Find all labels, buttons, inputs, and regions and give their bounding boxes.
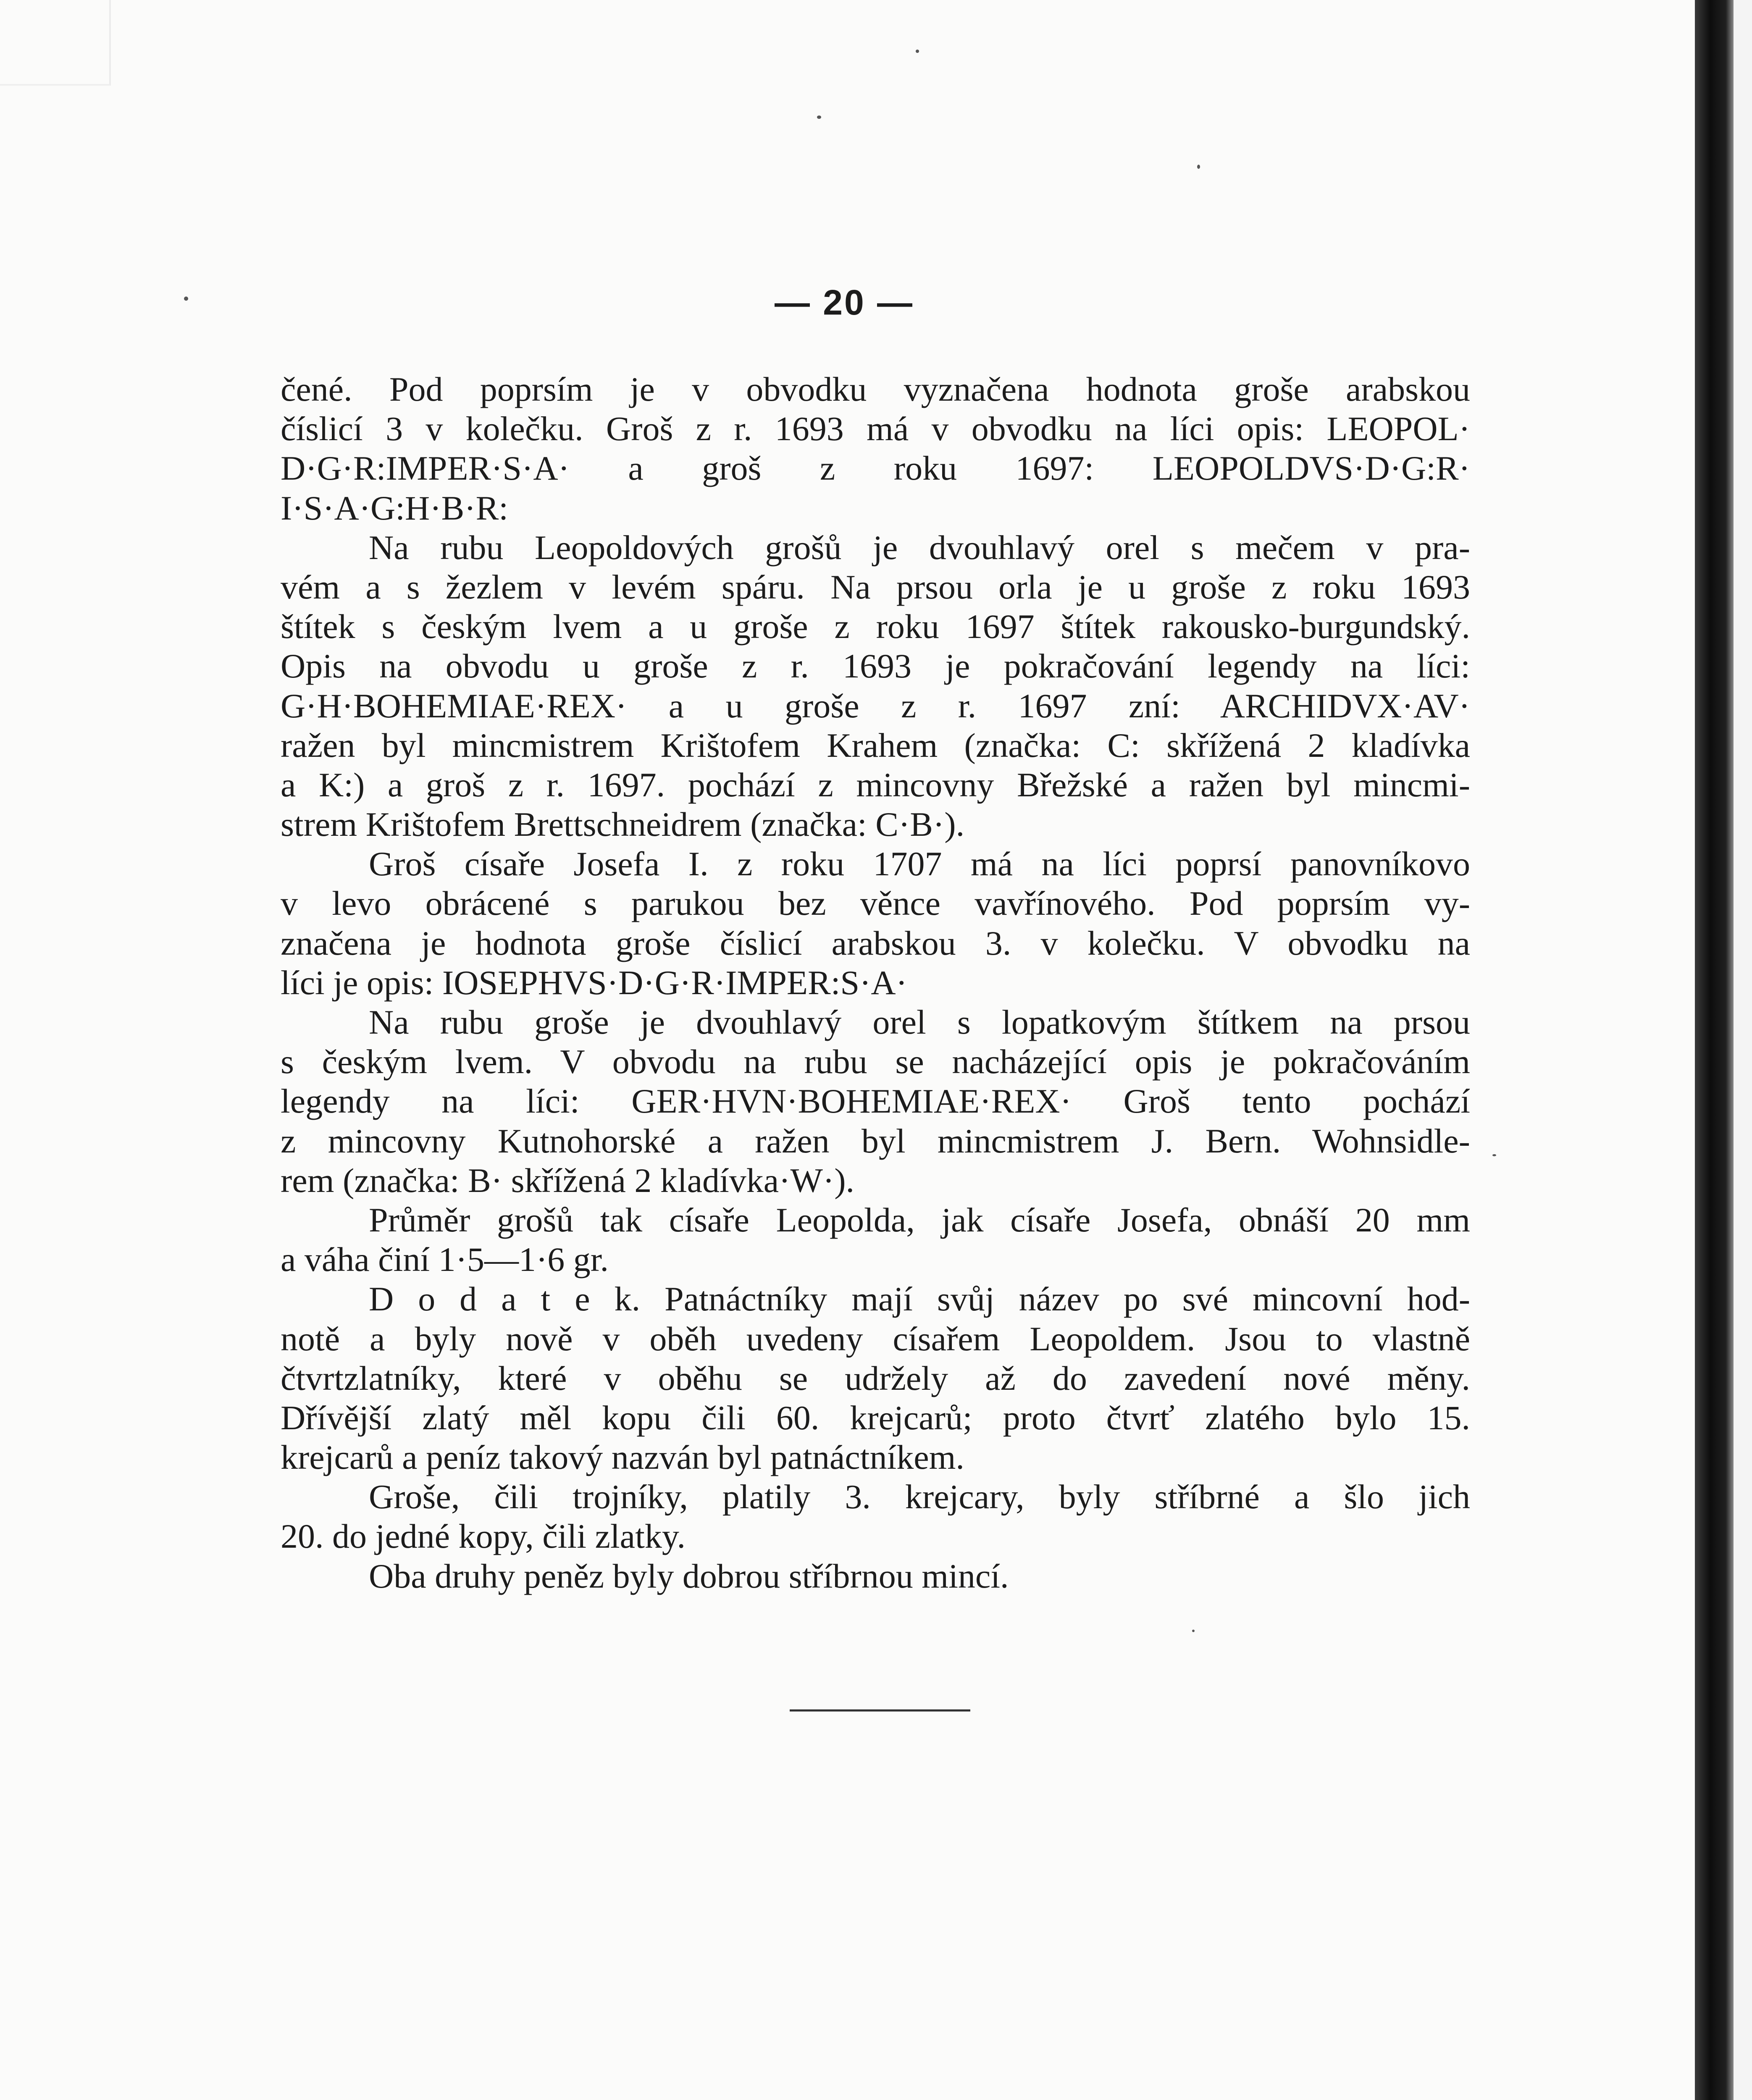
text-line: legendy na líci: GER·HVN·BOHEMIAE·REX· Groš tento pochází [281, 1082, 1470, 1121]
text-line: Dřívější zlatý měl kopu čili 60. krejcarů; proto čtvrť zlatého bylo 15. [281, 1398, 1470, 1437]
text-line: krejcarů a peníz takový nazván byl patnáctníkem. [281, 1438, 964, 1477]
text-line: Groš císaře Josefa I. z roku 1707 má na líci poprsí panovníkovo [369, 845, 1470, 883]
text-line: Opis na obvodu u groše z r. 1693 je pokračování legendy na líci: [281, 647, 1470, 685]
text-line: v levo obrácené s parukou bez věnce vavřínového. Pod poprsím vy- [281, 884, 1470, 923]
scan-speck [817, 116, 821, 119]
page-number: — 20 — [774, 283, 914, 322]
text-line: I·S·A·G:H·B·R: [281, 488, 509, 527]
scan-dark-edge [1695, 0, 1734, 2100]
text-line: rem (značka: B· skřížená 2 kladívka·W·). [281, 1161, 855, 1200]
text-line: strem Krištofem Brettschneidrem (značka: C·B·). [281, 805, 965, 844]
text-line: Groše, čili trojníky, platily 3. krejcary, byly stříbrné a šlo jich [369, 1478, 1470, 1516]
text-line: s českým lvem. V obvodu na rubu se nacházející opis je pokračováním [281, 1042, 1470, 1081]
text-line: čtvrtzlatníky, které v oběhu se udržely až do zavedení nové měny. [281, 1359, 1470, 1397]
scan-speck [1197, 165, 1200, 169]
text-line: a váha činí 1·5—1·6 gr. [281, 1240, 609, 1279]
text-line: G·H·BOHEMIAE·REX· a u groše z r. 1697 zní: ARCHIDVX·AV· [281, 686, 1470, 725]
text-line: čené. Pod poprsím je v obvodku vyznačena hodnota groše arabskou [281, 370, 1470, 408]
text-line: značena je hodnota groše číslicí arabskou 3. v kolečku. V obvodku na [281, 924, 1470, 962]
scan-speck [1192, 1630, 1195, 1632]
scan-speck [1492, 1154, 1496, 1156]
text-line: ražen byl mincmistrem Krištofem Krahem (značka: C: skřížená 2 kladívka [281, 726, 1470, 764]
text-line: Průměr grošů tak císaře Leopolda, jak císaře Josefa, obnáší 20 mm [369, 1200, 1470, 1239]
text-line: notě a byly nově v oběh uvedeny císařem Leopoldem. Jsou to vlastně [281, 1319, 1470, 1358]
text-line: líci je opis: IOSEPHVS·D·G·R·IMPER:S·A· [281, 963, 907, 1002]
end-rule [790, 1709, 970, 1712]
text-line: Oba druhy peněz byly dobrou stříbrnou mincí. [369, 1557, 1009, 1595]
text-line: D o d a t e k. Patnáctníky mají svůj název po své mincovní hod- [369, 1280, 1470, 1318]
text-line: Na rubu groše je dvouhlavý orel s lopatkovým štítkem na prsou [369, 1003, 1470, 1041]
text-line: z mincovny Kutnohorské a ražen byl mincmistrem J. Bern. Wohnsidle- [281, 1121, 1470, 1160]
text-line: číslicí 3 v kolečku. Groš z r. 1693 má v obvodku na líci opis: LEOPOL· [281, 410, 1470, 448]
text-line: vém a s žezlem v levém spáru. Na prsou orla je u groše z roku 1693 [281, 567, 1470, 606]
text-line: D·G·R:IMPER·S·A· a groš z roku 1697: LEOPOLDVS·D·G:R· [281, 449, 1470, 488]
text-line: Na rubu Leopoldových grošů je dvouhlavý orel s mečem v pra- [369, 528, 1470, 567]
text-line: 20. do jedné kopy, čili zlatky. [281, 1517, 686, 1556]
scan-corner-mark [0, 0, 111, 86]
text-line: štítek s českým lvem a u groše z roku 1697 štítek rakousko-burgundský. [281, 607, 1470, 646]
scan-outer-margin [1734, 0, 1752, 2100]
scan-speck [916, 50, 919, 53]
body-text [281, 370, 1470, 1596]
scan-speck [184, 297, 188, 301]
text-line: a K:) a groš z r. 1697. pochází z mincovny Břežské a ražen byl mincmi- [281, 765, 1470, 804]
